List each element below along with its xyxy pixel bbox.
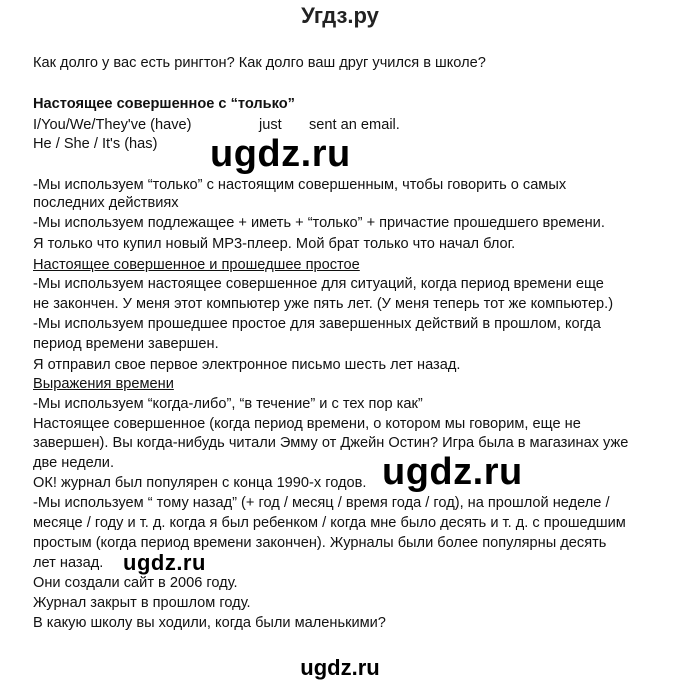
section-heading-perfect-vs-past: Настоящее совершенное и прошедшее простое: [33, 257, 360, 273]
paragraph-line: лет назад.: [33, 555, 104, 571]
example-row-1: [33, 116, 400, 134]
paragraph-line: Я только что купил новый MP3-плеер. Мой брат только что начал блог.: [33, 236, 516, 252]
watermark: ugdz.ru: [210, 133, 351, 175]
paragraph-line: не закончен. У меня этот компьютер уже пять лет. (У меня теперь тот же компьютер.): [33, 296, 614, 312]
footer-watermark: ugdz.ru: [300, 655, 380, 680]
paragraph-line: -Мы используем “когда-либо”, “в течение” и с тех пор как”: [33, 396, 423, 412]
paragraph-line: -Мы используем “ тому назад” (+ год / месяц / время года / год), на прошлой неделе /: [33, 495, 610, 511]
example-phrase: sent an email.: [309, 117, 400, 133]
paragraph-line: В какую школу вы ходили, когда были маленькими?: [33, 615, 386, 631]
example-row-2: He / She / It's (has): [33, 136, 158, 152]
paragraph-line: Я отправил свое первое электронное письмо шесть лет назад.: [33, 357, 461, 373]
paragraph-line: -Мы используем настоящее совершенное для ситуаций, когда период времени еще: [33, 276, 604, 292]
section-heading-just: Настоящее совершенное с “только”: [33, 96, 295, 112]
paragraph-line: Журнал закрыт в прошлом году.: [33, 595, 251, 611]
section-heading-time-expressions: Выражения времени: [33, 376, 174, 392]
paragraph-line: последних действиях: [33, 195, 179, 211]
site-title: Угдз.ру: [301, 3, 379, 28]
paragraph-line: период времени завершен.: [33, 336, 219, 352]
example-adverb: just: [259, 117, 282, 133]
paragraph-line: месяце / году и т. д. когда я был ребенком / когда мне было десять и т. д. с прошедшим: [33, 515, 626, 531]
paragraph-line: две недели.: [33, 455, 114, 471]
question-line: Как долго у вас есть рингтон? Как долго ваш друг учился в школе?: [33, 55, 486, 71]
paragraph-line: ОК! журнал был популярен с конца 1990-х годов.: [33, 475, 367, 491]
watermark: ugdz.ru: [123, 550, 206, 575]
paragraph-line: -Мы используем прошедшее простое для завершенных действий в прошлом, когда: [33, 316, 601, 332]
paragraph-line: простым (когда период времени закончен). Журналы были более популярны десять: [33, 535, 607, 551]
paragraph-line: Настоящее совершенное (когда период времени, о котором мы говорим, еще не: [33, 416, 581, 432]
paragraph-line: -Мы используем “только” с настоящим совершенным, чтобы говорить о самых: [33, 177, 567, 193]
example-subject-1: I/You/We/They've (have): [33, 117, 192, 133]
paragraph-line: завершен). Вы когда-нибудь читали Эмму от Джейн Остин? Игра была в магазинах уже: [33, 435, 629, 451]
paragraph-line: -Мы используем подлежащее + иметь + “только” + причастие прошедшего времени.: [33, 215, 605, 231]
watermark: ugdz.ru: [382, 451, 523, 493]
paragraph-line: Они создали сайт в 2006 году.: [33, 575, 238, 591]
